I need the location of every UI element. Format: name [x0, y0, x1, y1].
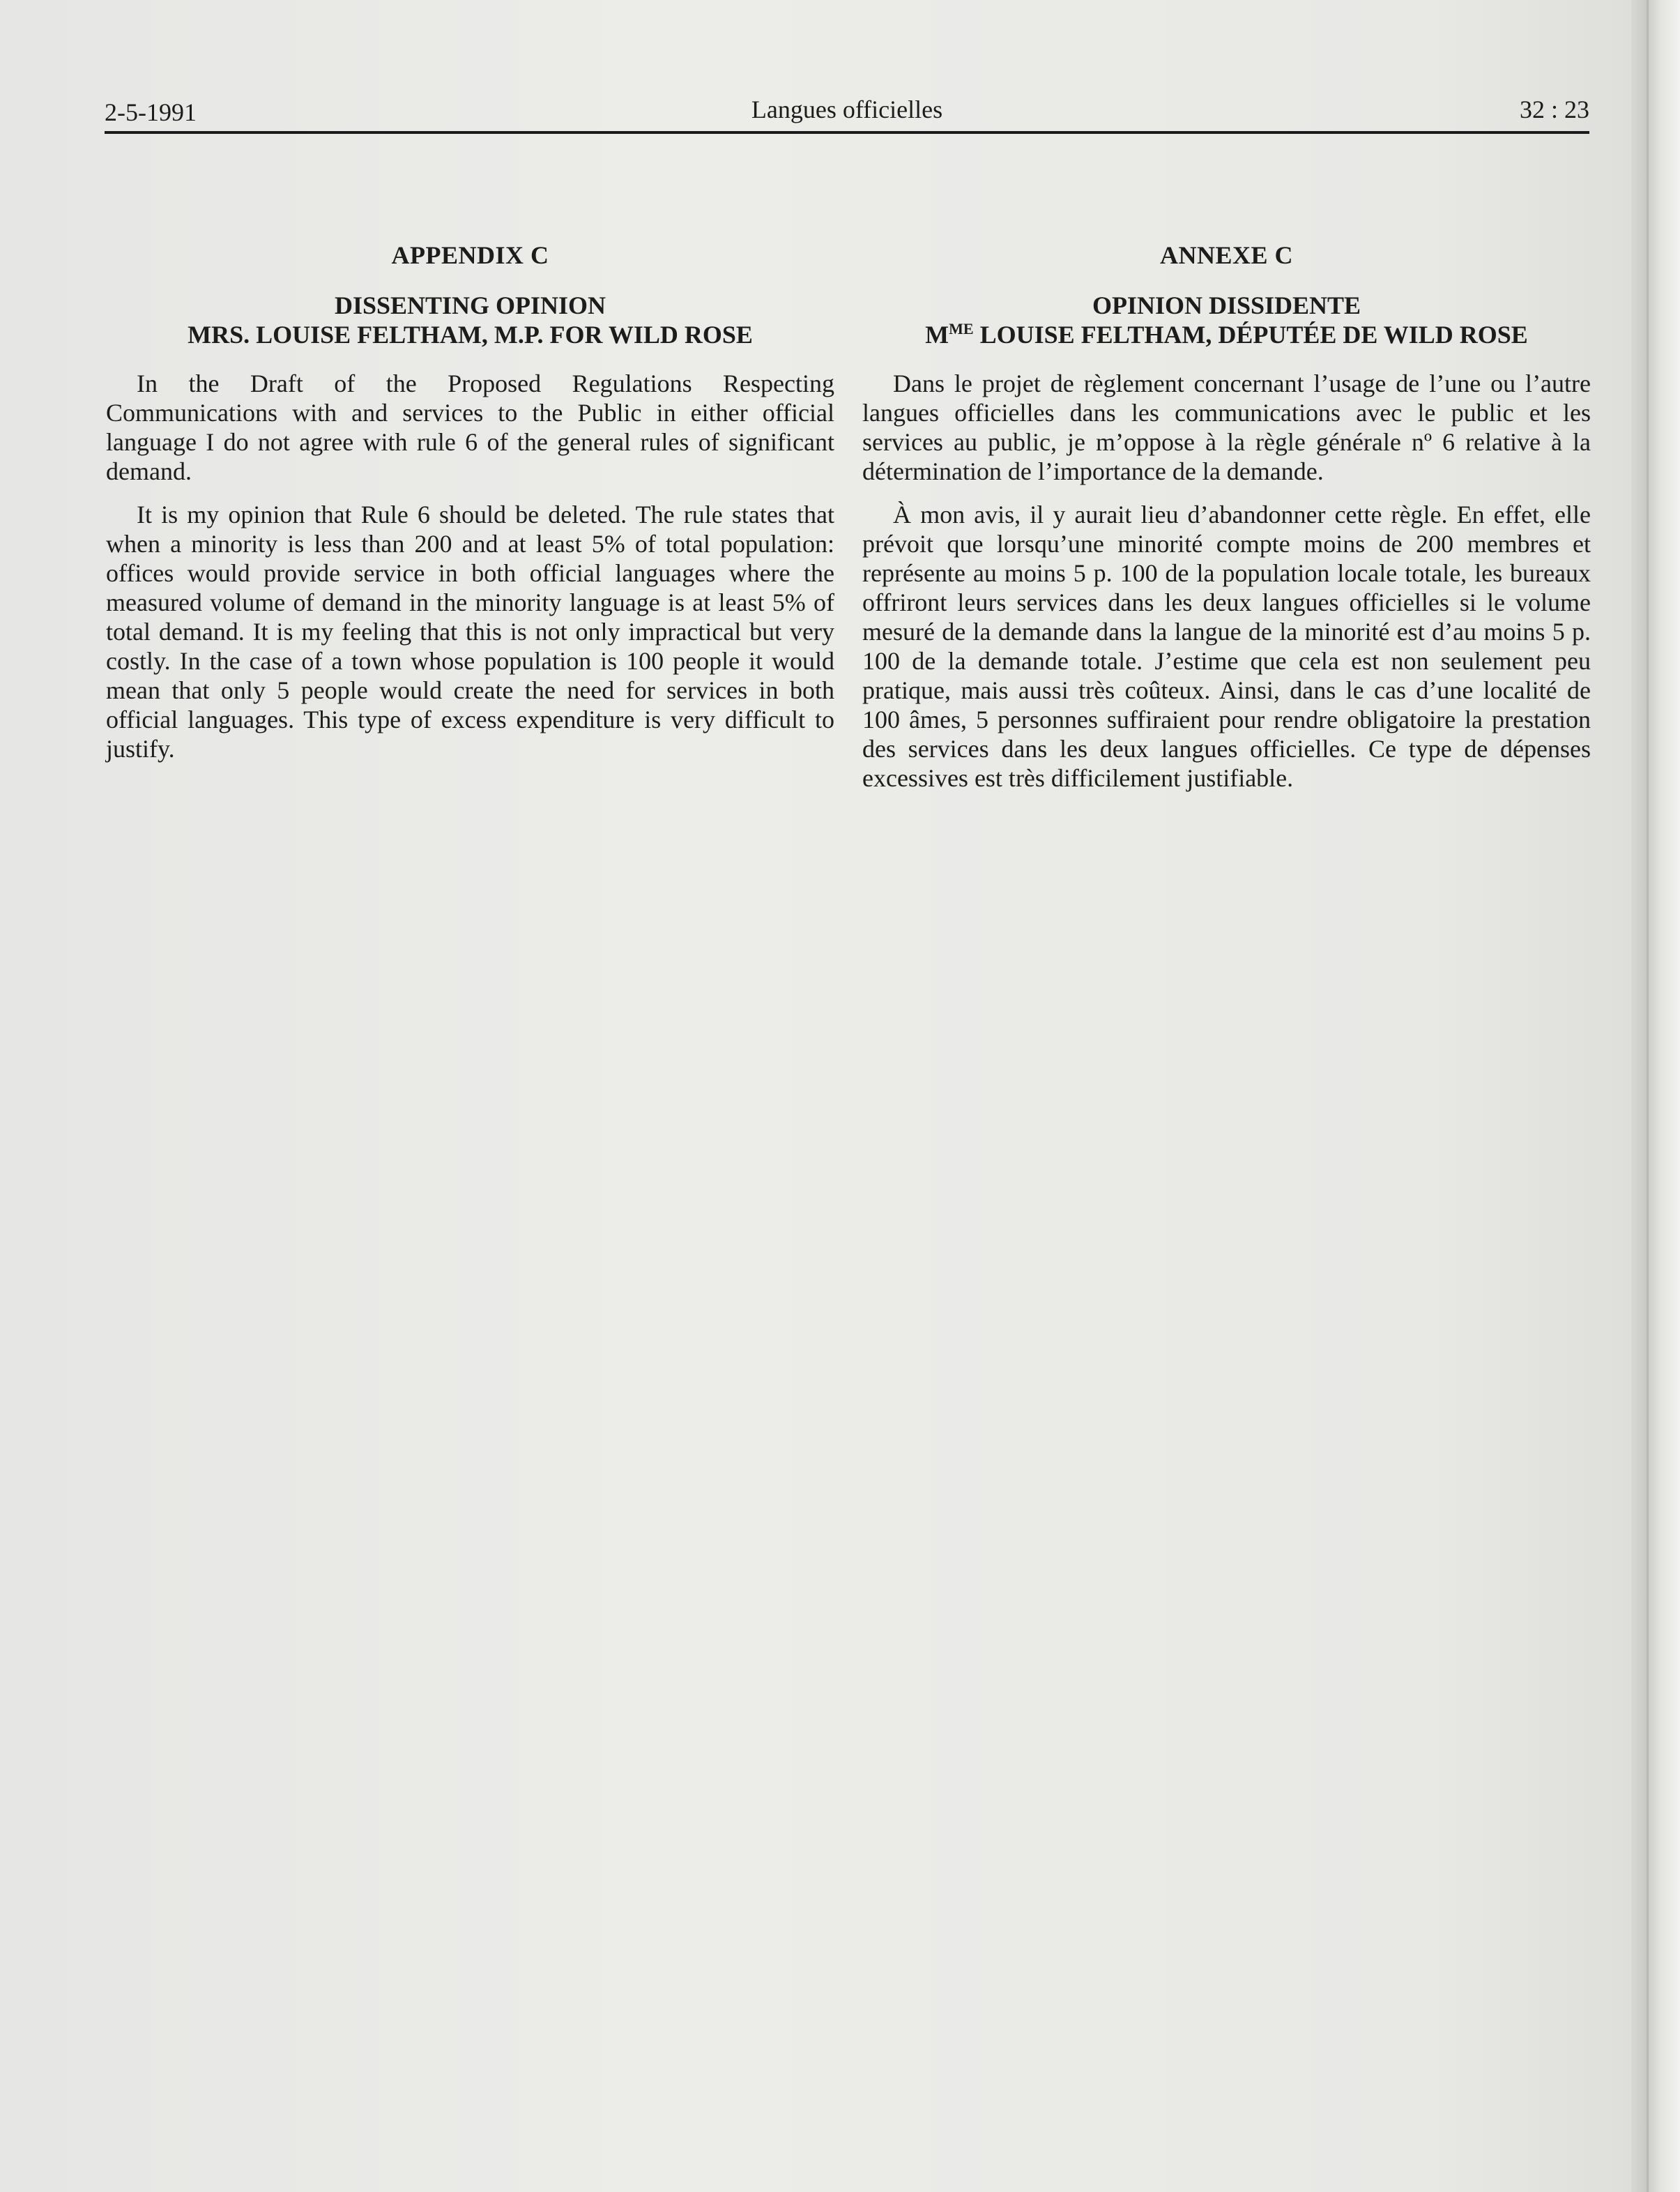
paragraph-fr-1: Dans le projet de règlement concernant l’usage de l’une ou l’autre langues officielles dans les communications avec le public et les services au public, je m’oppose à la règle générale nº 6 relative à la détermination de l’importance de la demande.	[862, 370, 1591, 485]
french-column	[862, 241, 1591, 807]
paragraph-fr-2: À mon avis, il y aurait lieu d’abandonner cette règle. En effet, elle prévoit que lorsqu’une minorité compte moins de 200 membres et représente au moins 5 p. 100 de la population locale totale, les bureaux offriront leurs services dans les deux langues officielles si le volume mesuré de la demande dans la langue de la minorité est d’au moins 5 p. 100 de la demande totale. J’estime que cela est non seulement peu pratique, mais aussi très coûteux. Ainsi, dans le cas d’une localité de 100 âmes, 5 personnes suffiraient pour rendre obligatoire la prestation des services dans les deux langues officielles. Ce type de dépenses excessives est très difficilement justifiable.	[862, 501, 1591, 792]
header-title: Langues officielles	[751, 96, 943, 123]
section-heading-fr	[862, 291, 1591, 349]
paragraph-en-1: In the Draft of the Proposed Regulations Respecting Communications with and services to the Public in either official language I do not agree with rule 6 of the general rules of significant demand.	[106, 370, 834, 485]
page-binding-edge	[1631, 0, 1680, 2192]
paragraph-en-2: It is my opinion that Rule 6 should be deleted. The rule states that when a minority is less than 200 and at least 5% of total population: offices would provide service in both official languages where the measured volume of demand in the minority language is at least 5% of total demand. It is my feeling that this is not only impractical but very costly. In the case of a town whose population is 100 people it would mean that only 5 people would create the need for services in both official languages. This type of excess expenditure is very difficult to justify.	[106, 501, 834, 763]
heading-line-2-fr-prefix: M	[925, 321, 949, 349]
header-page-number: 32 : 23	[1519, 96, 1589, 123]
heading-line-2-fr-rest: LOUISE FELTHAM, DÉPUTÉE DE WILD ROSE	[973, 321, 1528, 349]
heading-line-1-fr: OPINION DISSIDENTE	[1092, 291, 1361, 319]
english-column	[106, 241, 834, 777]
heading-line-2-fr	[862, 320, 1591, 349]
heading-line-2-fr-superscript: ME	[949, 320, 974, 337]
header-date: 2-5-1991	[105, 98, 197, 126]
heading-line-1-en: DISSENTING OPINION	[334, 291, 606, 319]
appendix-title-fr: ANNEXE C	[1159, 241, 1293, 269]
page-header	[105, 89, 1589, 134]
heading-line-2-en: MRS. LOUISE FELTHAM, M.P. FOR WILD ROSE	[188, 321, 753, 349]
section-heading-en	[106, 291, 834, 349]
appendix-title-en: APPENDIX C	[391, 241, 549, 269]
